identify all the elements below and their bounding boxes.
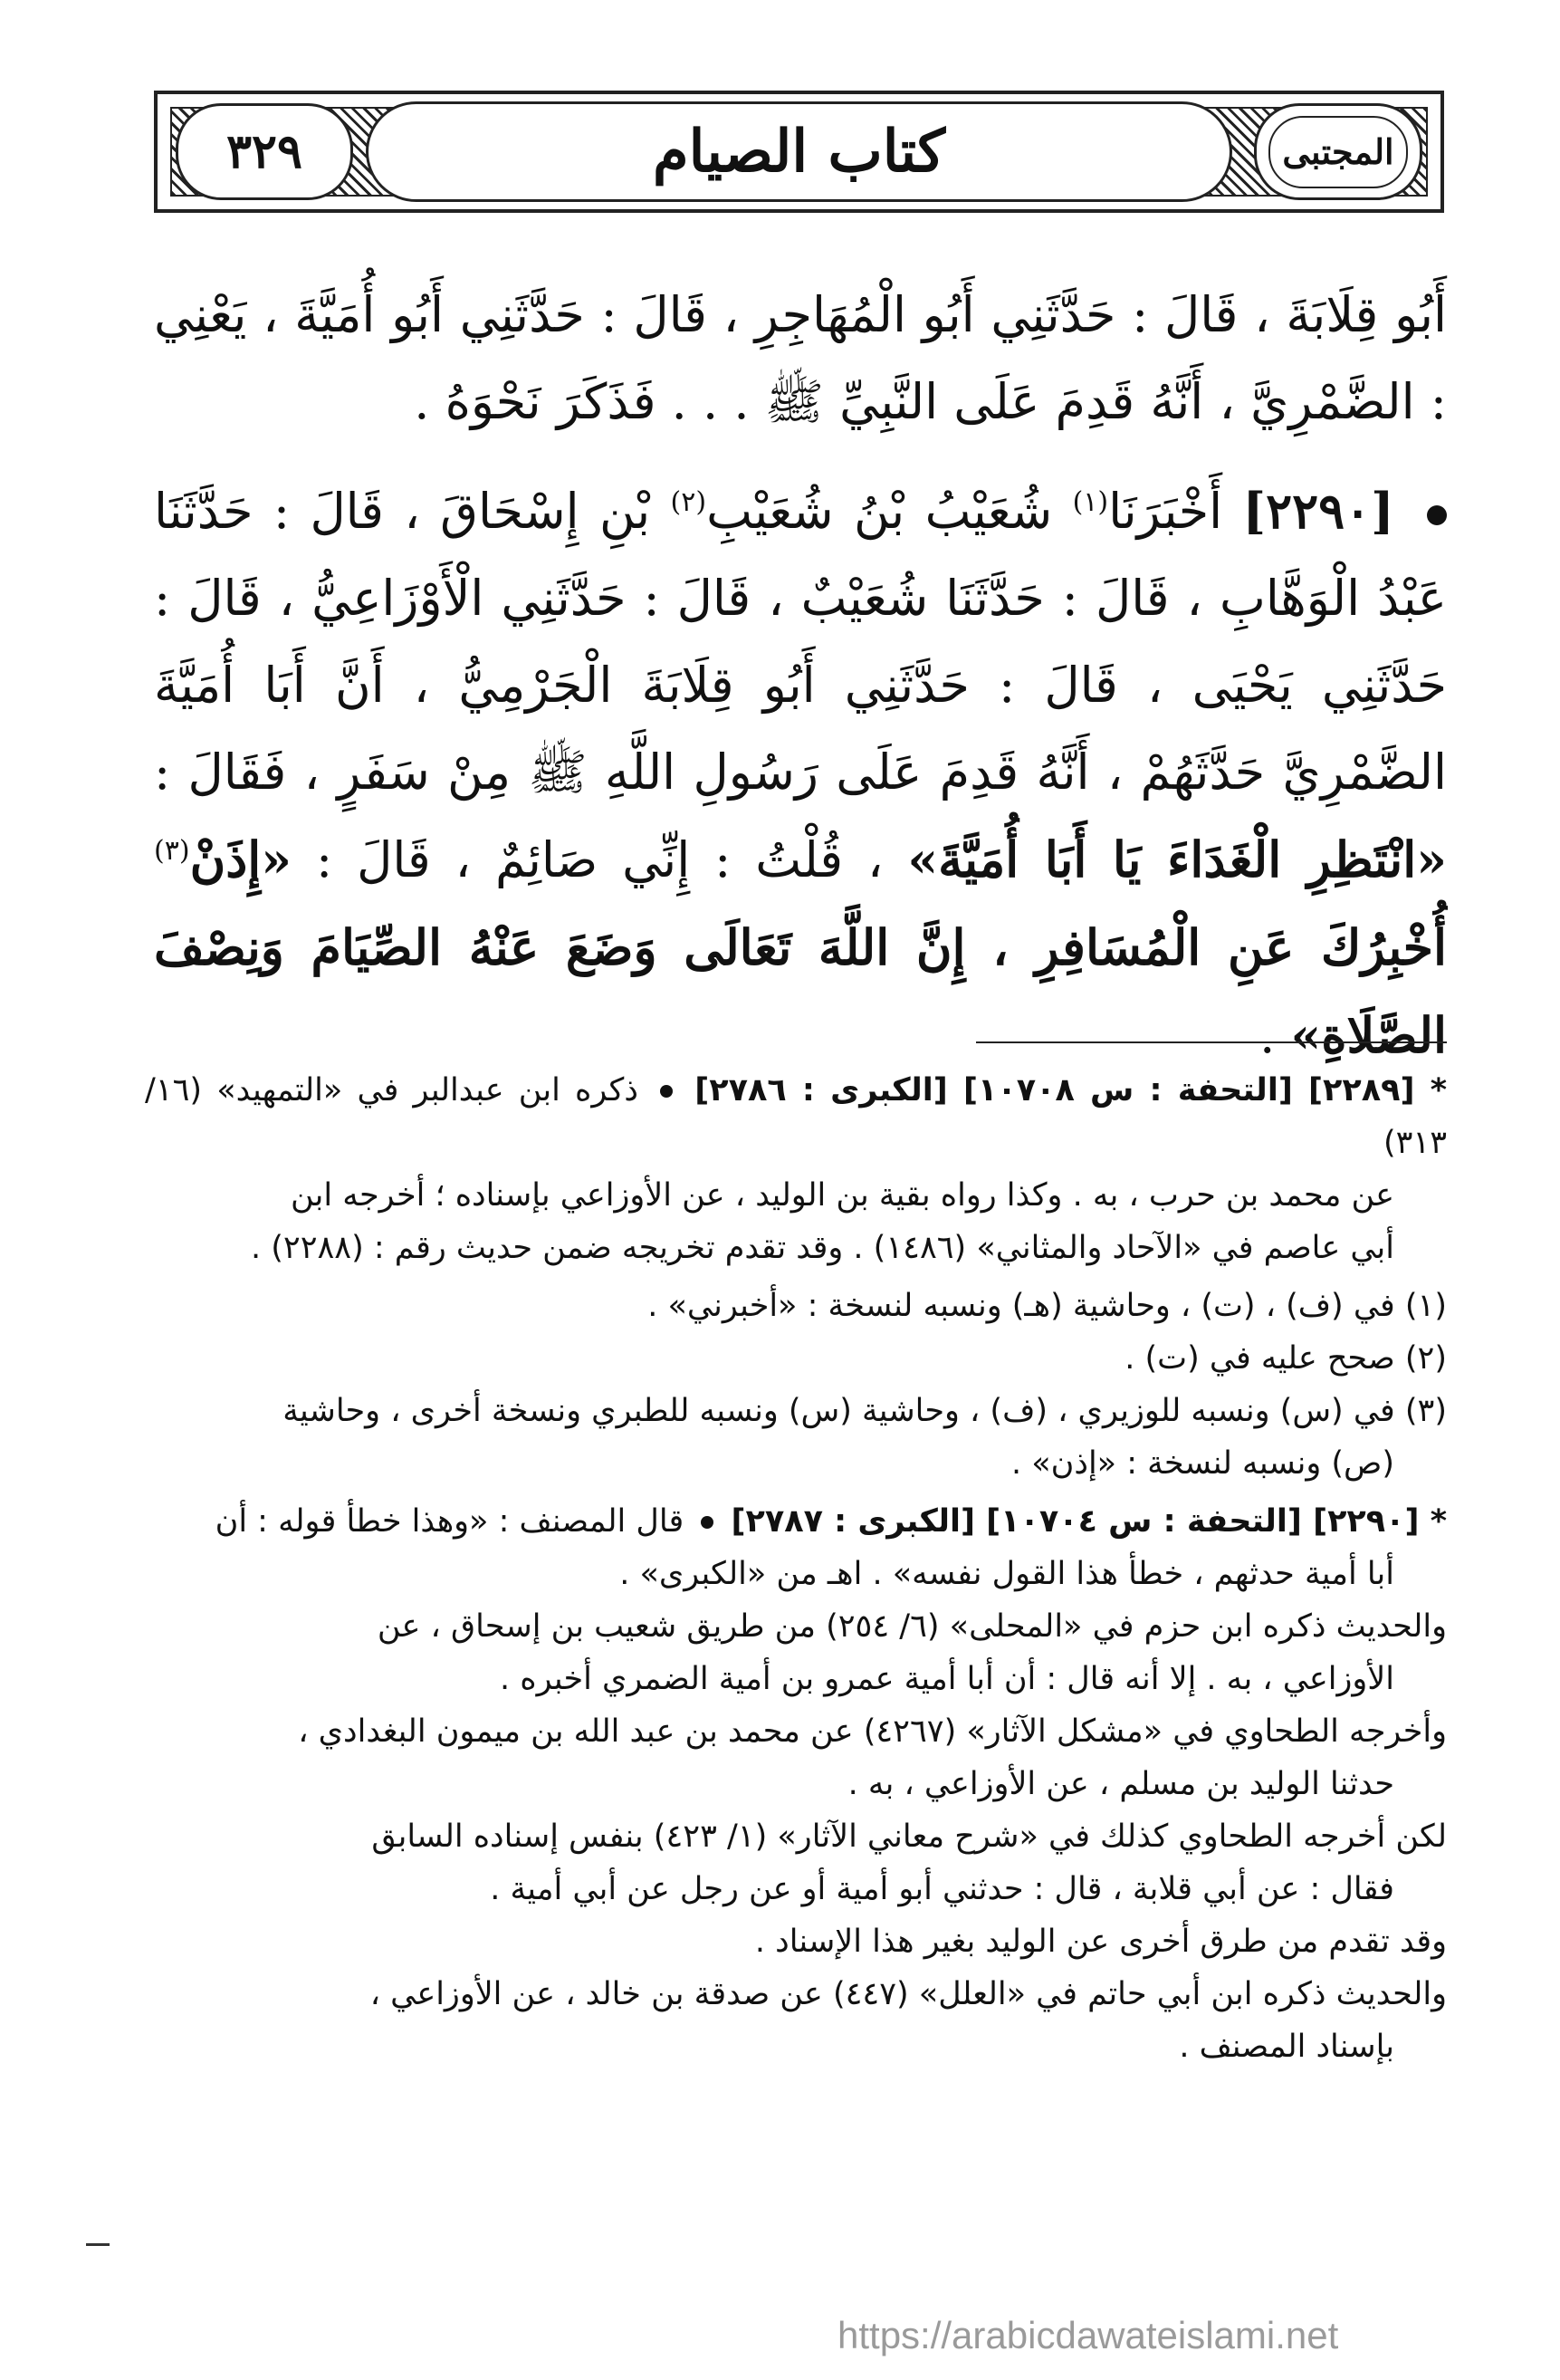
note-header: * [٢٢٨٩] [التحفة : س ١٠٧٠٨] [الكبرى : ٢٧٨٦]: [694, 1072, 1447, 1108]
text-line: أَبُو قِلَابَةَ ، قَالَ : حَدَّثَنِي أَبُو الْمُهَاجِرِ ، قَالَ : حَدَّثَنِي أَبُو أُمَيَّةَ ، يَعْنِي : الضَّمْرِيَّ ،: [154, 286, 1447, 430]
note-text: ذكره ابن عبدالبر في «التمهيد» (١٦/ ٣١٣): [145, 1072, 1447, 1161]
punctuation: .: [1259, 1007, 1291, 1064]
note-text: فقال : عن أبي قلابة ، قال : حدثني أبو أمية أو عن رجل عن أبي أمية .: [490, 1871, 1394, 1907]
watermark-url: https://arabicdawateislami.net: [837, 2314, 1339, 2356]
prophet-quote: «إِذَنْ: [189, 830, 292, 888]
text-line: ﷺ مِنْ سَفَرٍ ، فَقَالَ :: [154, 744, 588, 801]
hadith-text: [154, 272, 1447, 1080]
footnote-3-cont: (ص) ونسبه لنسخة : «إذن» .: [1010, 1445, 1394, 1482]
book-logo-box: [1254, 103, 1422, 200]
note-text: وقد تقدم من طرق أخرى عن الوليد بغير هذا الإسناد .: [754, 1924, 1447, 1960]
bullet-icon: [701, 1516, 713, 1529]
footnote-ref: (١): [1072, 486, 1109, 518]
bullet-icon: [1427, 505, 1447, 525]
page-number: ٣٢٩: [226, 124, 302, 179]
scan-edge-mark: [86, 2243, 110, 2246]
footnote-3: (٣) في (س) ونسبه للوزيري ، (ف) ، وحاشية (س) ونسبه للطبري ونسخة أخرى ، وحاشية: [282, 1393, 1447, 1429]
akhbarana: أَخْبَرَنَا: [1108, 483, 1223, 540]
footnote-ref: (٢): [670, 486, 707, 518]
prophet-quote: أُخْبِرُكَ عَنِ الْمُسَافِرِ ، إِنَّ اللَّهَ تَعَالَى وَضَعَ عَنْهُ الصِّيَامَ وَنِصْفَ الصَّلَاةِ»: [154, 918, 1447, 1064]
text-line: حَدَّثَنِي أَبُو قِلَابَةَ الْجَرْمِيُّ ، أَنَّ أَبَا أُمَيَّةَ الضَّمْرِيَّ حَدَّثَهُمْ ، أَنَّهُ قَدِمَ عَلَى رَسُولِ اللَّهِ: [154, 657, 1448, 801]
note-text: أبا أمية حدثهم ، خطأ هذا القول نفسه» . اهـ من «الكبرى» .: [619, 1556, 1394, 1592]
note-text: لكن أخرجه الطحاوي كذلك في «شرح معاني الآثار» (١/ ٤٢٣) بنفس إسناده السابق: [371, 1819, 1447, 1855]
bullet-icon: [660, 1085, 673, 1098]
text-line: بْنِ إِسْحَاقَ ، قَالَ : حَدَّثَنَا عَبْدُ الْوَهَّابِ ،: [154, 483, 1447, 627]
hadith-2290: [154, 467, 1447, 1080]
note-2290: [145, 1495, 1447, 1548]
note-text: أبي عاصم في «الآحاد والمثاني» (١٤٨٦) . وقد تقدم تخريجه ضمن حديث رقم : (٢٢٨٨) .: [251, 1230, 1394, 1266]
page-number-box: [176, 103, 353, 200]
footnote-2: (٢) صحح عليه في (ت) .: [1125, 1340, 1447, 1377]
note-text: والحديث ذكره ابن حزم في «المحلى» (٦/ ٢٥٤) من طريق شعيب بن إسحاق ، عن: [377, 1608, 1447, 1645]
hadith-number: [٢٢٩٠]: [1242, 482, 1394, 540]
note-text: عن محمد بن حرب ، به . وكذا رواه بقية بن الوليد ، عن الأوزاعي بإسناده ؛ أخرجه ابن: [291, 1177, 1394, 1214]
note-text: الأوزاعي ، به . إلا أنه قال : أن أبا أمية عمرو بن أمية الضمري أخبره .: [500, 1661, 1394, 1697]
footnote-divider: [976, 1041, 1447, 1043]
footnotes: [145, 1064, 1447, 2073]
prophet-quote: «انْتَظِرِ الْغَدَاءَ يَا أَبَا أُمَيَّةَ»: [907, 830, 1447, 888]
book-logo: المجتبى: [1268, 116, 1408, 188]
note-text: حدثنا الوليد بن مسلم ، عن الأوزاعي ، به .: [847, 1766, 1394, 1802]
note-text: وأخرجه الطحاوي في «مشكل الآثار» (٤٢٦٧) عن محمد بن عبد الله بن ميمون البغدادي ،: [298, 1713, 1447, 1750]
note-text: قال المصنف : «وهذا خطأ قوله : أن: [215, 1503, 684, 1540]
note-text: والحديث ذكره ابن أبي حاتم في «العلل» (٤٤٧) عن صدقة بن خالد ، عن الأوزاعي ،: [369, 1976, 1447, 2012]
note-2289: [145, 1064, 1447, 1169]
chapter-title-cartouche: [366, 101, 1232, 202]
text-line: أَنَّهُ قَدِمَ عَلَى النَّبِيِّ ﷺ . . . فَذَكَرَ نَحْوَهُ .: [414, 373, 1204, 430]
hadith-continuation: [154, 272, 1447, 446]
chapter-title: كتاب الصيام: [652, 118, 946, 186]
note-header: * [٢٢٩٠] [التحفة : س ١٠٧٠٤] [الكبرى : ٢٧٨٧]: [731, 1503, 1447, 1540]
text-line: ، قُلْتُ : إِنِّي صَائِمٌ ، قَالَ :: [315, 831, 884, 888]
page-header-banner: [154, 91, 1444, 213]
narrator-name: شُعَيْبُ بْنُ شُعَيْبِ: [706, 483, 1053, 540]
footnote-1: (١) في (ف) ، (ت) ، وحاشية (هـ) ونسبه لنسخة : «أخبرني» .: [647, 1288, 1447, 1324]
note-text: بإسناد المصنف .: [1179, 2029, 1394, 2065]
footnote-ref: (٣): [154, 835, 190, 867]
text-line: قَالَ : حَدَّثَنَا شُعَيْبٌ ، قَالَ : حَدَّثَنِي الْأَوْزَاعِيُّ ، قَالَ : حَدَّثَنِي يَحْيَى ، قَالَ :: [154, 570, 1447, 714]
